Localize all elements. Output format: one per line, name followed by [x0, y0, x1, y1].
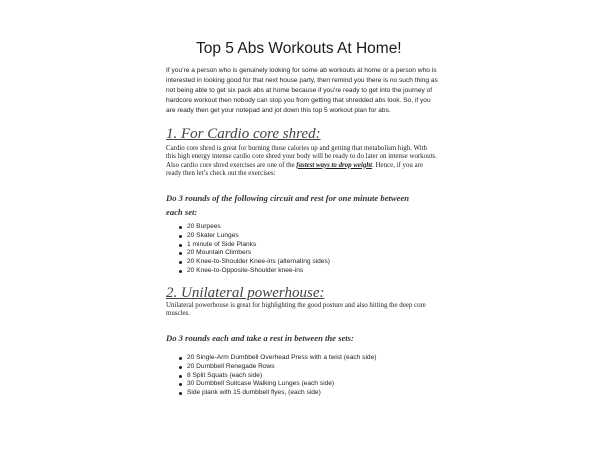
- cardio-rounds-instruction: Do 3 rounds of the following circuit and rest for one minute between each set:: [166, 193, 410, 217]
- list-item: 20 Knee-to-Shoulder Knee-ins (alternating sides): [178, 258, 330, 267]
- list-item: 30 Dumbbell Suitcase Walking Lunges (each side): [178, 380, 376, 389]
- list-item: Side plank with 15 dumbbell flyes, (each side): [178, 389, 376, 398]
- section-heading-cardio-core-shred: 1. For Cardio core shred:: [166, 126, 321, 142]
- list-item: 20 Mountain Climbers: [178, 249, 330, 258]
- cardio-description: [166, 145, 438, 179]
- page-title: Top 5 Abs Workouts At Home!: [196, 40, 402, 57]
- cardio-description-tail: . Hence, if you are ready then let’s check out the exercises:: [166, 161, 423, 178]
- section-heading-unilateral-powerhouse: 2. Unilateral powerhouse:: [166, 285, 325, 301]
- fastest-ways-to-drop-weight-link[interactable]: fastest ways to drop weight: [296, 161, 373, 169]
- unilateral-exercise-list: [178, 354, 376, 398]
- cardio-description-text: Cardio core shred is great for burning those calories up and getting that metabolism high. With this high energy intense cardio core shred your body will be ready to do later on intense workouts. Also cardio core shred exercises are one of the: [166, 145, 437, 169]
- list-item: 20 Skater Lunges: [178, 232, 330, 241]
- list-item: 20 Dumbbell Renegade Rows: [178, 363, 376, 372]
- cardio-exercise-list: [178, 223, 330, 276]
- list-item: 8 Split Squats (each side): [178, 372, 376, 381]
- unilateral-description: Unilateral powerhouse is great for highlighting the good posture and also hitting the deep core muscles.: [166, 302, 426, 318]
- list-item: 20 Single-Arm Dumbbell Overhead Press with a twist (each side): [178, 354, 376, 363]
- intro-paragraph: If you’re a person who is genuinely looking for some ab workouts at home or a person who is interested in looking good for that next house party, then remind you there is no such thing as not being able to get six pack abs at home because if you’re ready to get into the journey of hardcore workout then nobody can stop you from getting that shredded abs look. So, if you are ready then get your notepad and jot down this top 5 workout plan for abs.: [166, 67, 438, 114]
- list-item: 20 Knee-to-Opposite-Shoulder knee-ins: [178, 267, 330, 276]
- list-item: 20 Burpees: [178, 223, 330, 232]
- list-item: 1 minute of Side Planks: [178, 241, 330, 250]
- unilateral-rounds-instruction: Do 3 rounds each and take a rest in between the sets:: [166, 333, 354, 343]
